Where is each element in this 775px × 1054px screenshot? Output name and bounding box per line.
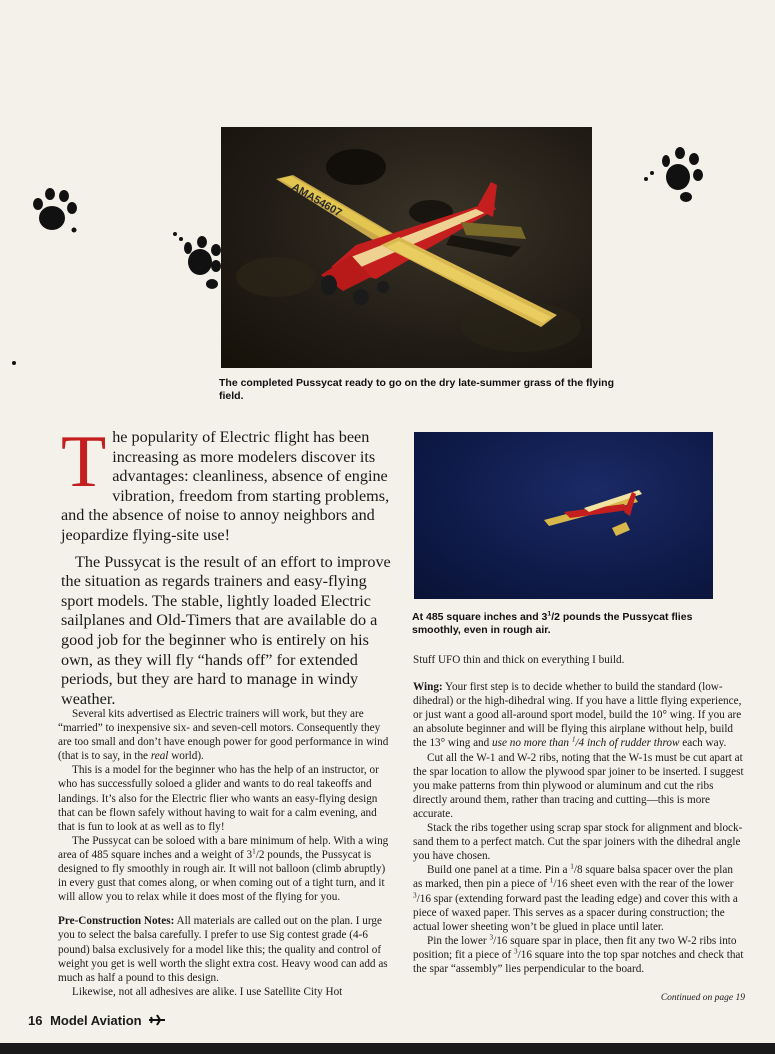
paragraph [58, 834, 390, 904]
flying-photo-caption [412, 611, 734, 637]
paragraph-text: world). [168, 750, 204, 763]
paragraph-text: Build one panel at a time. Pin a [427, 864, 571, 877]
paragraph [413, 934, 745, 976]
paragraph [58, 914, 390, 984]
paragraph: Stuff UFO thin and thick on everything I build. [413, 654, 625, 666]
sup: 1 [252, 847, 256, 856]
paragraph [413, 680, 745, 750]
paragraph: Stack the ribs together using scrap spar stock for alignment and block-sand them to a perfect match. Cut the spar joiners with the dihedral angle you have chosen. [413, 822, 743, 863]
paragraph-text: Your first step is to decide whether to build the standard (low-dihedral) or the high-dihedral wing. If you have a little flying experience, or just want a good all-around sport model, build the 10° wing. If you are an absolute beginner and will be flying this airplane without help, build the 13° wing and [413, 681, 742, 750]
frac: /8 [573, 864, 583, 877]
page-bottom-edge [0, 1043, 775, 1054]
frac: /2 [255, 848, 265, 861]
wing-registration: AMA54607 [289, 181, 344, 220]
section-heading: Pre-Construction Notes: [58, 915, 175, 928]
stray-dot [12, 361, 16, 365]
caption-part: At 485 square inches and 3 [412, 611, 548, 623]
paragraph-text: square into the top spar notches and check that the spar “assembly” lies perpendicular to the board. [413, 948, 744, 975]
paragraph-text: All materials are called out on the plan. I urge you to select the balsa carefully. I prefer to use Sig contest grade (4-6 pound) balsa exclusively for a model like this; the quality and control of weight you get is well worth the slight extra cost. Heavy wood can add as much as half a pound to this design. [58, 915, 388, 984]
sup: 3 [413, 890, 417, 899]
lead-paragraph-1 [61, 421, 391, 546]
airplane-flying-photo [414, 432, 713, 599]
photo-caption [219, 377, 619, 403]
sup: 1 [549, 876, 554, 885]
paragraph-text: Pin the lower [427, 934, 490, 947]
paragraph-text: square balsa spacer over the plan as marked, then pin a piece of [413, 864, 733, 891]
airplane-photo [221, 127, 592, 368]
sup: 3 [513, 947, 518, 956]
paragraph: Cut all the W-1 and W-2 ribs, noting that the W-1s must be cut apart at the spar location to allow the plywood spar joiner to be inserted. I suggest you make patterns from thin plywood or aluminum and cut the ribs directly around them, rather than tracing and cutting—this is more accurate. [413, 751, 744, 820]
lead-paragraph-1-text: he popularity of Electric flight has been increasing as more modelers discover its advantages: cleanliness, absence of engine vibration, freedom from starting problems, and the absence of noise to annoy neighbors and jeopardize flying-site use! [61, 428, 390, 544]
paragraph [58, 707, 390, 763]
paragraph-text: Several kits advertised as Electric trainers will work, but they are “married” to inexpensive six- and seven-cell motors. Consequently they are too small and don’t have enough power for good performance in wind (that is to say, in the [58, 708, 389, 763]
frac: /16 [416, 892, 431, 905]
section-heading: Wing: [413, 681, 443, 694]
frac: /16 [493, 934, 508, 947]
paragraph [413, 863, 745, 933]
drop-cap: T [61, 421, 107, 503]
paragraph-text: sheet even with the rear of the lower [567, 878, 734, 891]
sup: 3 [489, 933, 494, 942]
continued-note: Continued on page 19 [660, 993, 745, 1003]
magazine-name: Model Aviation [50, 1013, 142, 1028]
lead-paragraph-2-text: The Pussycat is the result of an effort to improve the situation as regards trainers and easy-flying sport models. The stable, lightly loaded Electric sailplanes and Old-Timers that are available do a good job for the beginner who is entirely on his own, as they will fly “hands off” for extended periods, but they are hard to manage in windy weather. [61, 552, 391, 708]
caption-part: pounds the Pussycat flies smoothly, even in rough air. [412, 611, 693, 636]
paragraph-text: The Pussycat can be soloed with a bare minimum of help. With a wing area of 485 square inches and a weight of 3 [58, 834, 389, 861]
caption-sup: 1 [547, 610, 552, 618]
caption-frac: /2 [551, 611, 560, 623]
emphasis: use no more than [492, 737, 572, 750]
frac: /16 [553, 878, 568, 891]
paragraph-text: spar (extending forward past the leading edge) and cover this with a piece of waxed paper. This serves as a spacer during construction; the actual lower sheeting won’t be glued in place until later. [413, 892, 738, 933]
page-footer [28, 1013, 165, 1028]
lead-paragraph-2 [61, 553, 391, 710]
emphasis: real [150, 750, 169, 763]
sup: 1 [570, 862, 574, 871]
lead-text [61, 421, 391, 709]
right-column [413, 653, 745, 976]
page-number: 16 [28, 1013, 43, 1028]
paragraph: Likewise, not all adhesives are alike. I use Satellite City Hot [72, 985, 343, 998]
frac: /16 [517, 948, 532, 961]
frac: /4 [575, 737, 585, 750]
paw-print-icon [640, 145, 710, 205]
left-column [58, 707, 390, 999]
emphasis: inch of rudder throw [584, 737, 680, 750]
airplane-icon [149, 1014, 165, 1026]
paragraph-text: each way. [679, 737, 727, 750]
paw-print-icon [30, 178, 82, 240]
paragraph-text: square spar in place, then fit any two W-2 ribs into position; fit a piece of [413, 934, 737, 961]
sup: 1 [571, 735, 576, 744]
paragraph: This is a model for the beginner who has the help of an instructor, or who has successfully soloed a glider and wants to do real takeoffs and landings. It’s also for the Electric flier who wants an easy-flying design that can be flown safely without having to wait for a calm evening, and that is fun to look at as well as to fly! [58, 764, 379, 833]
paragraph-text: pounds, the Pussycat is designed to fly smoothly in rough air. It will not balloon (climb abruptly) in every gust that comes along, or when coming out of a tight turn, and it will allow you to relax while it does most of the flying for you. [58, 848, 386, 904]
photo-caption-text: The completed Pussycat ready to go on the dry late-summer grass of the flying field. [219, 377, 615, 402]
